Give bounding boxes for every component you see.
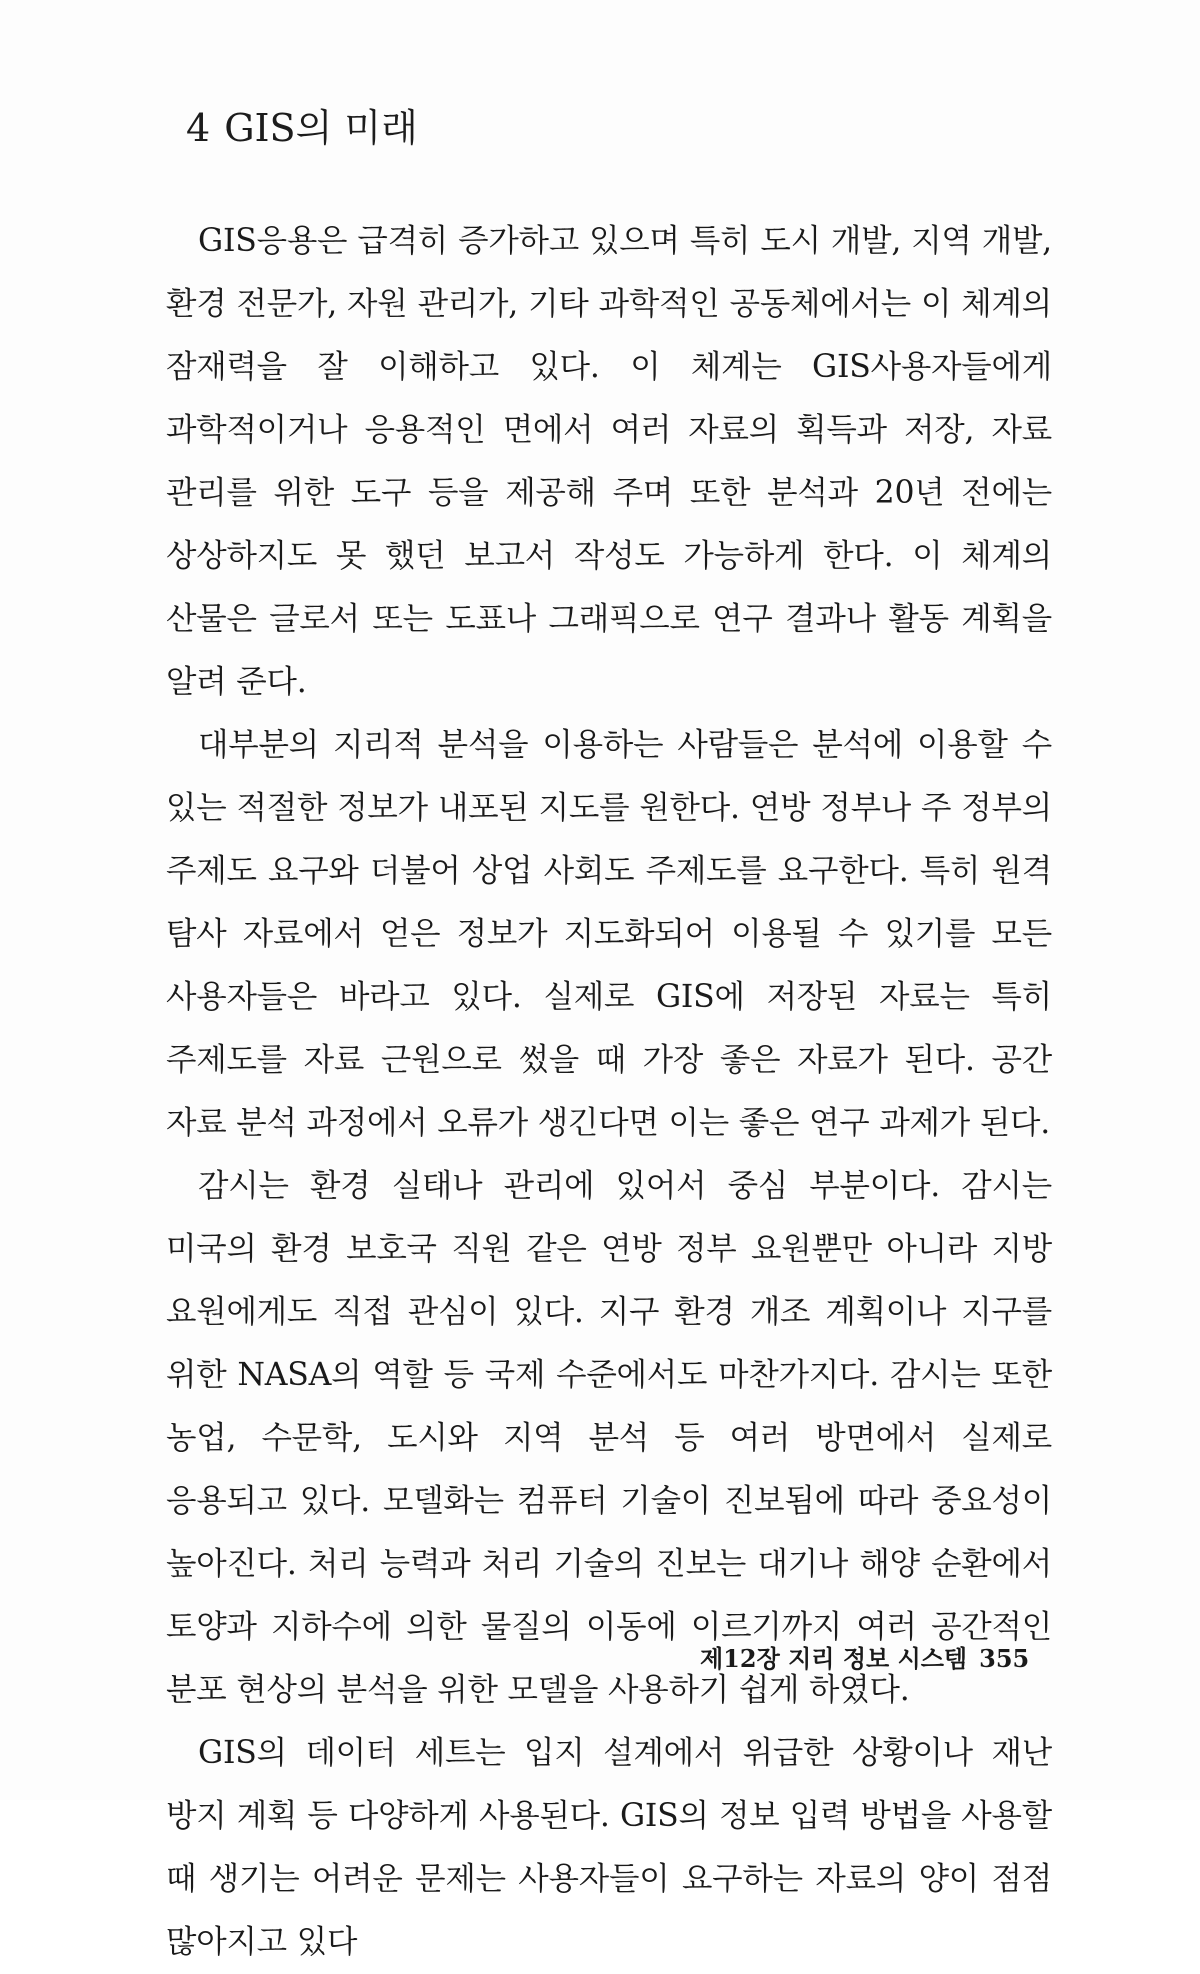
- paragraph-gis-datasets: GIS의 데이터 세트는 입지 설계에서 위급한 상황이나 재난 방지 계획 등 다양하게 사용된다. GIS의 정보 입력 방법을 사용할 때 생기는 어려운 문제는 사용자들이 요구하는 자료의 양이 점점 많아지고 있다: [166, 1735, 1052, 1960]
- section-title: GIS의 미래: [224, 106, 418, 150]
- paragraph-gis-applications: GIS응용은 급격히 증가하고 있으며 특히 도시 개발, 지역 개발, 환경 전문가, 자원 관리가, 기타 과학적인 공동체에서는 이 체계의 잠재력을 잘 이해하고 있다. 이 체계는 GIS사용자들에게 과학적이거나 응용적인 면에서 여러 자료의 획득과 저장, 자료 관리를 위한 도구 등을 제공해 주며 또한 분석과 20년 전에는 상상하지도 못 했던 보고서 작성도 가능하게 한다. 이 체계의 산물은 글로서 또는 도표나 그래픽으로 연구 결과나 활동 계획을 알려 준다.: [166, 223, 1052, 700]
- page-footer: [700, 1645, 1029, 1674]
- section-heading: [186, 106, 418, 152]
- page-number: 355: [979, 1644, 1030, 1673]
- section-number: 4: [186, 106, 211, 150]
- paragraph-monitoring-modeling: 감시는 환경 실태나 관리에 있어서 중심 부분이다. 감시는 미국의 환경 보호국 직원 같은 연방 정부 요원뿐만 아니라 지방 요원에게도 직접 관심이 있다. 지구 환경 개조 계획이나 지구를 위한 NASA의 역할 등 국제 수준에서도 마찬가지다. 감시는 또한 농업, 수문학, 도시와 지역 분석 등 여러 방면에서 실제로 응용되고 있다. 모델화는 컴퓨터 기술이 진보됨에 따라 중요성이 높아진다. 처리 능력과 처리 기술의 진보는 대기나 해양 순환에서 토양과 지하수에 의한 물질의 이동에 이르기까지 여러 공간적인 분포 현상의 분석을 위한 모델을 사용하기 쉽게 하였다.: [166, 1168, 1052, 1708]
- chapter-title: 제12장 지리 정보 시스템: [700, 1644, 968, 1673]
- paragraph-thematic-maps: 대부분의 지리적 분석을 이용하는 사람들은 분석에 이용할 수 있는 적절한 정보가 내포된 지도를 원한다. 연방 정부나 주 정부의 주제도 요구와 더불어 상업 사회도 주제도를 요구한다. 특히 원격 탐사 자료에서 얻은 정보가 지도화되어 이용될 수 있기를 모든 사용자들은 바라고 있다. 실제로 GIS에 저장된 자료는 특히 주제도를 자료 근원으로 썼을 때 가장 좋은 자료가 된다. 공간 자료 분석 과정에서 오류가 생긴다면 이는 좋은 연구 과제가 된다.: [166, 727, 1052, 1141]
- body-text: [166, 210, 1052, 1974]
